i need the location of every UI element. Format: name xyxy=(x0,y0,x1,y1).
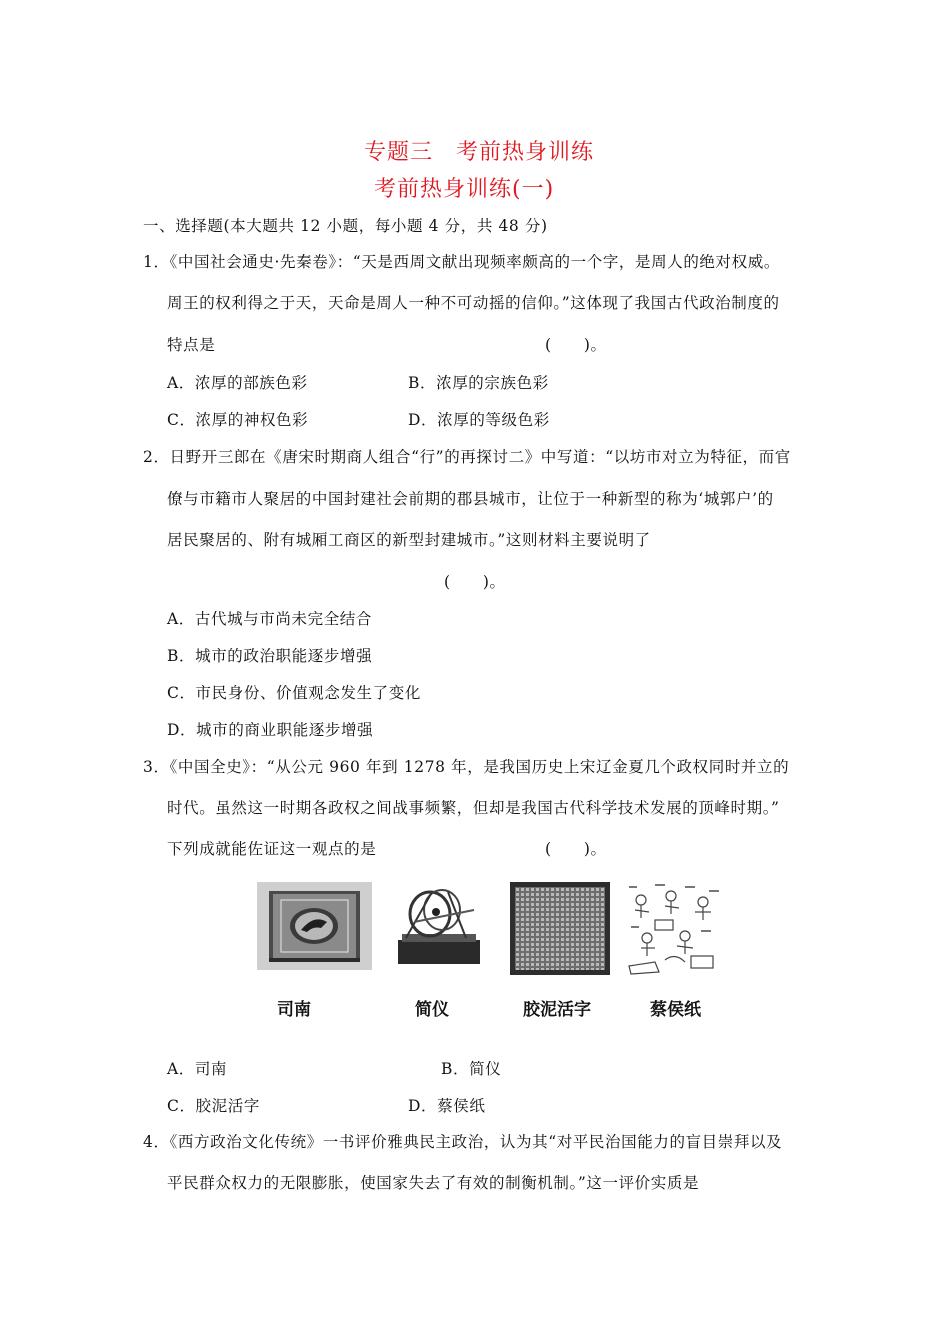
question-3-answer-blank: ( )。 xyxy=(545,840,607,858)
question-1-answer-blank: ( )。 xyxy=(545,336,607,354)
question-1-option-d: D．浓厚的等级色彩 xyxy=(408,411,550,429)
question-2-option-b: B．城市的政治职能逐步增强 xyxy=(167,647,373,665)
question-3-line-2: 时代。虽然这一时期各政权之间战事频繁，但却是我国古代科学技术发展的顶峰时期。” xyxy=(167,799,780,817)
page-title: 专题三 考前热身训练 xyxy=(364,140,595,165)
question-2-line-1: 2．日野开三郎在《唐宋时期商人组合“行”的再探讨二》中写道：“以坊市对立为特征，而官 xyxy=(143,448,791,466)
question-3-option-d: D．蔡侯纸 xyxy=(408,1097,486,1115)
question-3-line-3: 下列成就能佐证这一观点的是 xyxy=(167,840,377,858)
compass-image xyxy=(257,882,372,970)
question-3-option-c: C．胶泥活字 xyxy=(167,1097,260,1115)
question-3-option-b: B．简仪 xyxy=(441,1060,502,1078)
question-3-option-a: A．司南 xyxy=(167,1060,228,1078)
question-1-line-2: 周王的权利得之于天，天命是周人一种不可动摇的信仰。”这体现了我国古代政治制度的 xyxy=(167,294,780,312)
question-4-line-2: 平民群众权力的无限膨胀，使国家失去了有效的制衡机制。”这一评价实质是 xyxy=(167,1174,700,1192)
figure-caption-compass: 司南 xyxy=(277,1000,311,1020)
figure-caption-movable-type: 胶泥活字 xyxy=(523,1000,591,1020)
armillary-image xyxy=(384,882,492,978)
question-1-line-1: 1．《中国社会通史·先秦卷》：“天是西周文献出现频率颇高的一个字，是周人的绝对权威。 xyxy=(143,253,780,271)
question-1-line-3: 特点是 xyxy=(167,336,216,354)
question-2-answer-blank: ( )。 xyxy=(444,573,506,591)
papermaking-image xyxy=(625,882,723,978)
movable-type-image xyxy=(510,882,610,975)
question-2-option-c: C．市民身份、价值观念发生了变化 xyxy=(167,684,421,702)
question-1-option-a: A．浓厚的部族色彩 xyxy=(167,374,308,392)
question-1-option-b: B．浓厚的宗族色彩 xyxy=(408,374,549,392)
question-4-line-1: 4．《西方政治文化传统》一书评价雅典民主政治，认为其“对平民治国能力的盲目崇拜以及 xyxy=(143,1133,783,1151)
question-1-option-c: C．浓厚的神权色彩 xyxy=(167,411,309,429)
section-heading: 一、选择题(本大题共 12 小题，每小题 4 分，共 48 分) xyxy=(143,217,548,235)
question-2-option-d: D．城市的商业职能逐步增强 xyxy=(167,721,374,739)
page-subtitle: 考前热身训练(一) xyxy=(374,177,555,202)
question-3-line-1: 3．《中国全史》：“从公元 960 年到 1278 年，是我国历史上宋辽金夏几个政权同时并立的 xyxy=(143,758,790,776)
question-2-option-a: A．古代城与市尚未完全结合 xyxy=(167,610,372,628)
question-2-line-2: 僚与市籍市人聚居的中国封建社会前期的郡县城市，让位于一种新型的称为‘城郭户’的 xyxy=(167,490,774,508)
question-2-line-3: 居民聚居的、附有城厢工商区的新型封建城市。”这则材料主要说明了 xyxy=(167,531,651,549)
figure-caption-armillary: 简仪 xyxy=(415,1000,449,1020)
figure-caption-papermaking: 蔡侯纸 xyxy=(650,1000,701,1020)
